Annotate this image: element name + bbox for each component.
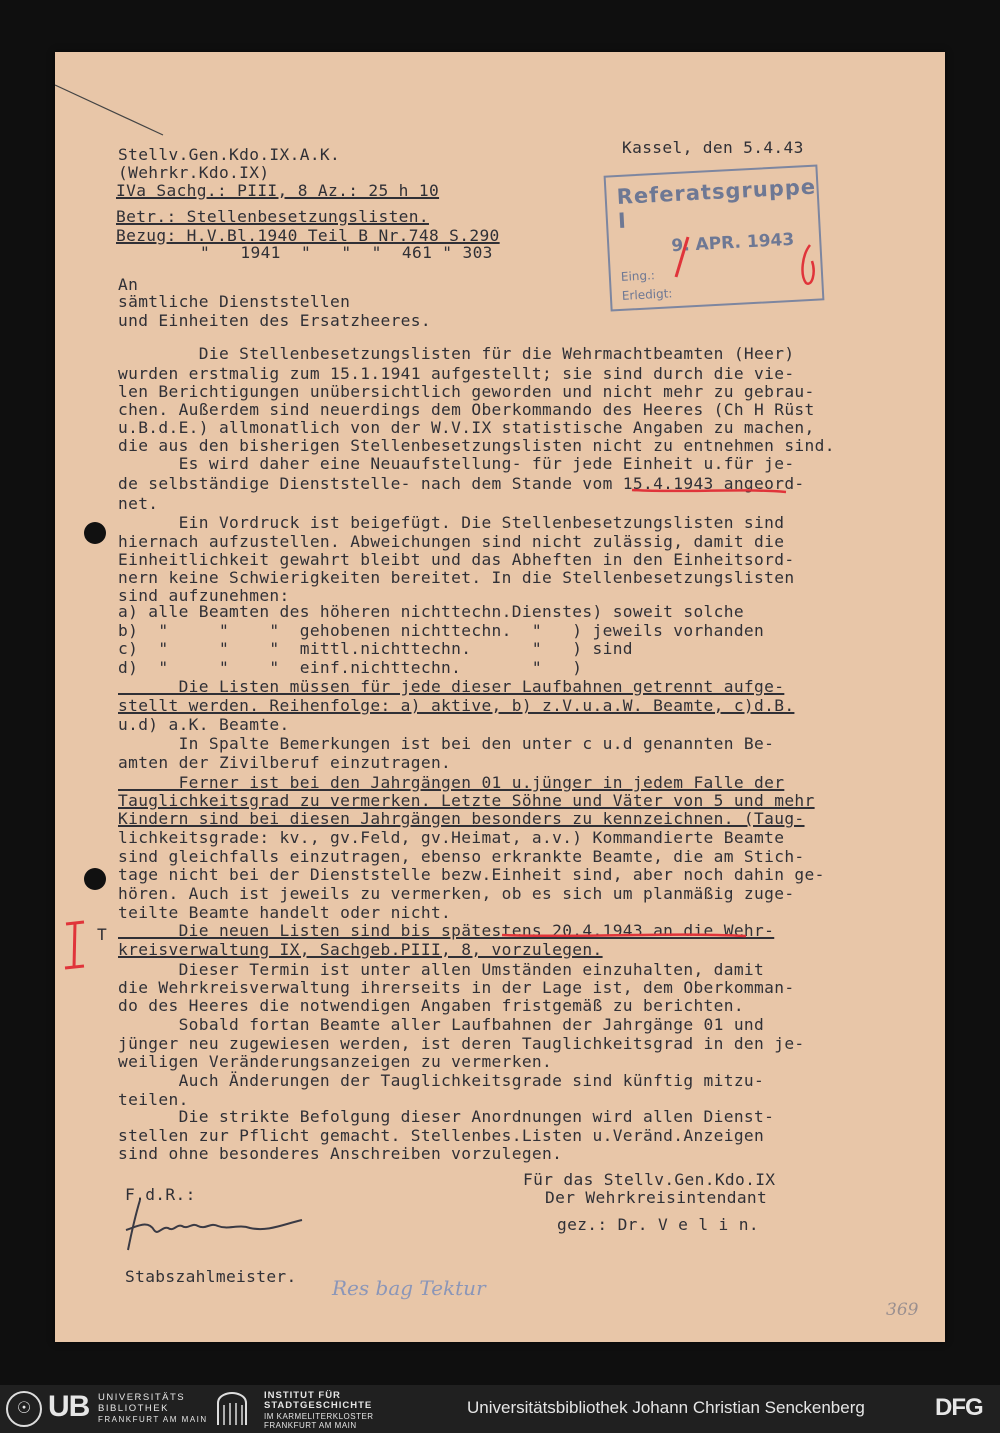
body-line: Es wird daher eine Neuaufstellung- für jede Einheit u.für je- [118,454,795,473]
body-line: Sobald fortan Beamte aller Laufbahnen der Jahrgänge 01 und [118,1015,765,1034]
body-line: Die strikte Befolgung dieser Anordnungen wird allen Dienst- [118,1107,775,1126]
body-line: net. [118,494,159,513]
body-line: Die neuen Listen sind bis spätestens 20.4.1943 an die Wehr- [118,921,775,940]
dfg-logo: DFG [935,1394,983,1421]
body-line: Auch Änderungen der Tauglichkeitsgrade sind künftig mitzu- [118,1071,765,1090]
body-line: chen. Außerdem sind neuerdings dem Oberkommando des Heeres (Ch H Rüst [118,400,815,419]
body-line: b) " " " gehobenen nichttechn. " ) jeweils vorhanden [118,621,765,640]
body-line: weiligen Veränderungsanzeigen zu vermerken. [118,1052,553,1071]
ub-logo-text: UB [48,1390,90,1423]
punch-hole-top [84,522,106,544]
recipient-line2: sämtliche Dienststellen [118,292,351,311]
fdr-label: F.d.R.: [125,1185,196,1204]
red-margin-mark [60,918,90,973]
body-line: jünger neu zugewiesen werden, ist deren Tauglichkeitsgrad in den je- [118,1034,805,1053]
page-number: 369 [886,1300,919,1320]
body-line: u.d) a.K. Beamte. [118,715,290,734]
body-line: teilte Beamte handelt oder nicht. [118,903,452,922]
closing-line2: Der Wehrkreisintendant [545,1188,768,1207]
isg-line3: IM KARMELITERKLOSTER [264,1412,374,1421]
place-date: Kassel, den 5.4.43 [622,138,804,157]
body-line: stellt werden. Reihenfolge: a) aktive, b) z.V.u.a.W. Beamte, c)d.B. [118,696,795,715]
body-line: amten der Zivilberuf einzutragen. [118,753,452,772]
body-line: c) " " " mittl.nichttechn. " ) sind [118,639,633,658]
footer-bar [0,1385,1000,1433]
body-line: Ein Vordruck ist beigefügt. Die Stellenbesetzungslisten sind [118,513,785,532]
body-line: stellen zur Pflicht gemacht. Stellenbes.Listen u.Veränd.Anzeigen [118,1126,765,1145]
body-line: sind gleichfalls einzutragen, ebenso erkrankte Beamte, die am Stich- [118,847,805,866]
ub-line2: BIBLIOTHEK [98,1403,169,1414]
body-line: hiernach aufzustellen. Abweichungen sind nicht zulässig, damit die [118,532,785,551]
body-line: u.B.d.E.) allmonatlich von der W.V.IX statistische Angaben zu machen, [118,418,815,437]
file-reference: IVa Sachg.: PIII, 8 Az.: 25 h 10 [116,181,440,200]
body-line: teilen. [118,1090,189,1109]
body-line: do des Heeres die notwendigen Angaben fristgemäß zu berichten. [118,996,744,1015]
reference-line2: " 1941 " " " 461 " 303 [200,243,493,262]
sender-line2: (Wehrkr.Kdo.IX) [118,163,270,182]
reference-line1: Bezug: H.V.Bl.1940 Teil B Nr.748 S.290 [116,226,500,245]
body-line: d) " " " einf.nichttechn. " ) [118,658,583,677]
ub-line3: FRANKFURT AM MAIN [98,1415,208,1424]
handwritten-signature [118,1190,308,1260]
body-line: die aus den bisherigen Stellenbesetzungslisten nicht zu entnehmen sind. [118,436,835,455]
body-line: nern keine Schwierigkeiten bereitet. In die Stellenbesetzungslisten [118,568,795,587]
rank-title: Stabszahlmeister. [125,1267,297,1286]
body-line: Dieser Termin ist unter allen Umständen einzuhalten, damit [118,960,765,979]
isg-line4: FRANKFURT AM MAIN [264,1421,357,1430]
stamp-eing-label: Eing.: [620,268,656,284]
body-line: die Wehrkreisverwaltung ihrerseits in der Lage ist, dem Oberkomman- [118,978,795,997]
body-line: In Spalte Bemerkungen ist bei den unter c u.d genannten Be- [118,734,775,753]
body-line: Ferner ist bei den Jahrgängen 01 u.jünger in jedem Falle der [118,773,785,792]
body-line: Die Stellenbesetzungslisten für die Wehrmachtbeamten (Heer) [118,344,795,363]
stamp-erledigt-label: Erledigt: [621,286,673,303]
body-line: len Berichtigungen unübersichtlich geworden und nicht mehr zu gebrau- [118,382,815,401]
library-name: Universitätsbibliothek Johann Christian Senckenberg [467,1398,865,1417]
isg-logo-icon [214,1391,250,1427]
isg-line2: STADTGESCHICHTE [264,1400,373,1411]
red-underline-deadline [500,929,750,941]
ub-line1: UNIVERSITÄTS [98,1392,186,1403]
punch-hole-bottom [84,868,106,890]
body-line: sind ohne besonderes Anschreiben vorzulegen. [118,1144,563,1163]
body-line: Tauglichkeitsgrad zu vermerken. Letzte Söhne und Väter von 5 und mehr [118,791,815,810]
handwritten-note: Res bag Tektur [332,1276,486,1300]
body-line: lichkeitsgrade: kv., gv.Feld, gv.Heimat, a.v.) Kommandierte Beamte [118,828,785,847]
body-line: hören. Auch ist jeweils zu vermerken, ob es sich um planmäßig zuge- [118,884,795,903]
body-line: tage nicht bei der Dienststelle bezw.Einheit sind, aber noch dahin ge- [118,865,825,884]
body-line: Kindern sind bei diesen Jahrgängen besonders zu kennzeichnen. (Taug- [118,809,805,828]
body-line: kreisverwaltung IX, Sachgeb.PIII, 8, vorzulegen. [118,940,603,959]
stamp-title: Referatsgruppe I [616,174,817,233]
body-line: wurden erstmalig zum 15.1.1941 aufgestellt; sie sind durch die vie- [118,364,795,383]
red-underline-date [630,484,790,496]
sender-line1: Stellv.Gen.Kdo.IX.A.K. [118,145,341,164]
closing-line1: Für das Stellv.Gen.Kdo.IX [523,1170,776,1189]
subject-line: Betr.: Stellenbesetzungslisten. [116,207,429,226]
body-line: Die Listen müssen für jede dieser Laufbahnen getrennt aufge- [118,677,785,696]
margin-mark-t: T [97,925,108,944]
stamp-date: 9. APR. 1943 [670,229,795,257]
body-line: sind aufzunehmen: [118,586,290,605]
corner-mark [55,80,165,140]
red-pencil-marks-stamp [660,225,830,295]
isg-line1: INSTITUT FÜR [264,1390,341,1401]
body-line: de selbständige Dienststelle- nach dem Stande vom 15.4.1943 angeord- [118,474,805,493]
body-line: Einheitlichkeit gewahrt bleibt und das Abheften in den Einheitsord- [118,550,795,569]
closing-line3: gez.: Dr. V e l i n. [557,1215,759,1234]
ub-seal-icon: ☉ [6,1391,42,1427]
recipient-line1: An [118,275,139,294]
body-line: a) alle Beamten des höheren nichttechn.Dienstes) soweit solche [118,602,744,621]
recipient-line3: und Einheiten des Ersatzheeres. [118,311,431,330]
